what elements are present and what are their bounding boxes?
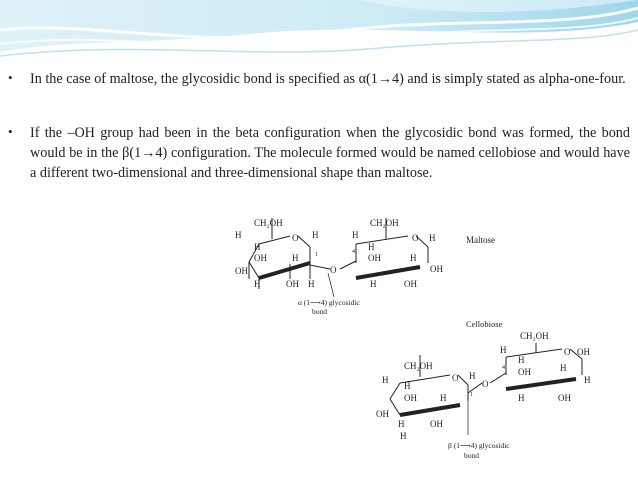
- maltose-structure: [235, 218, 495, 316]
- beta-bond-notation: β(1→4): [122, 145, 168, 161]
- h-label: H: [560, 363, 567, 373]
- bullet-text-part: If the –OH group had been in the beta configuration when the glycosidic bond was formed, the bond would be in the: [30, 125, 630, 161]
- h-label: H: [410, 253, 417, 263]
- ch2oh-label: CH₂OH: [370, 218, 399, 228]
- cellobiose-ring-left: [376, 355, 476, 441]
- h-label: H: [440, 393, 447, 403]
- oh-label: OH: [577, 347, 590, 357]
- maltose-ring-right: [352, 218, 443, 289]
- carbon-number: 1: [470, 392, 473, 398]
- cellobiose-ring-right: [500, 331, 591, 403]
- h-label: H: [584, 375, 591, 385]
- ch2oh-label: CH₂OH: [520, 331, 549, 341]
- ring-oxygen-label: O: [452, 373, 459, 383]
- maltose-label: Maltose: [466, 235, 495, 245]
- h-label: H: [254, 242, 261, 252]
- oh-label: OH: [518, 367, 531, 377]
- h-label: H: [398, 419, 405, 429]
- h-label: H: [292, 253, 299, 263]
- carbon-number: 4: [502, 365, 505, 371]
- h-label: H: [404, 381, 411, 391]
- ring-oxygen-label: O: [564, 347, 571, 357]
- h-label: H: [500, 345, 507, 355]
- oh-label: OH: [376, 409, 389, 419]
- h-label: H: [308, 279, 315, 289]
- oh-label: OH: [404, 393, 417, 403]
- carbon-number: 4: [352, 249, 355, 255]
- beta-bond-caption-line1: β (1⟶4) glycosidic: [448, 441, 510, 450]
- ring-oxygen-label: O: [412, 233, 419, 243]
- cellobiose-label: Cellobiose: [466, 319, 503, 329]
- oh-label: OH: [254, 253, 267, 263]
- ch2oh-label: CH₂OH: [404, 361, 433, 371]
- bullet-text-maltose: [30, 69, 630, 89]
- h-label: H: [312, 230, 319, 240]
- ch2oh-label: CH₂OH: [254, 218, 283, 228]
- bullet-marker: •: [8, 124, 13, 139]
- disaccharide-structure-figure: [232, 203, 601, 465]
- h-label: H: [382, 375, 389, 385]
- glycosidic-oxygen-label: O: [482, 379, 489, 389]
- header-wave-decoration: [0, 0, 638, 62]
- h-label: H: [518, 393, 525, 403]
- oh-label: OH: [430, 264, 443, 274]
- alpha-bond-caption-line2: bond: [312, 307, 327, 316]
- bullet-text-part: configuration. The molecule formed would be named cellobiose and would have a different two-dimensional and three-dimensional shape than maltose.: [30, 145, 630, 181]
- h-label: H: [368, 242, 375, 252]
- oh-label: OH: [235, 266, 248, 276]
- alpha-bond-caption-line1: α (1⟶4) glycosidic: [298, 298, 360, 307]
- h-label: H: [469, 371, 476, 381]
- bullet-text-part: In the case of maltose, the glycosidic bond is specified as: [30, 71, 359, 87]
- h-label: H: [429, 233, 436, 243]
- h-label: H: [254, 279, 261, 289]
- oh-label: OH: [286, 279, 299, 289]
- h-label: H: [235, 230, 242, 240]
- alpha-bond-notation: α(1→4): [358, 71, 404, 87]
- h-label: H: [352, 230, 359, 240]
- oh-label: OH: [368, 253, 381, 263]
- bullet-marker: •: [8, 70, 13, 85]
- beta-bond-caption-line2: bond: [464, 451, 479, 460]
- ring-oxygen-label: O: [292, 233, 299, 243]
- h-label: H: [400, 431, 407, 441]
- oh-label: OH: [430, 419, 443, 429]
- bullet-text-part: and is simply stated as alpha-one-four.: [403, 71, 626, 87]
- cellobiose-structure: [376, 319, 591, 460]
- h-label: H: [518, 355, 525, 365]
- bullet-text-cellobiose: [30, 123, 630, 183]
- maltose-ring-left: [235, 218, 319, 289]
- glycosidic-oxygen-label: O: [330, 265, 337, 275]
- h-label: H: [370, 279, 377, 289]
- oh-label: OH: [558, 393, 571, 403]
- oh-label: OH: [404, 279, 417, 289]
- carbon-number: 1: [315, 252, 318, 258]
